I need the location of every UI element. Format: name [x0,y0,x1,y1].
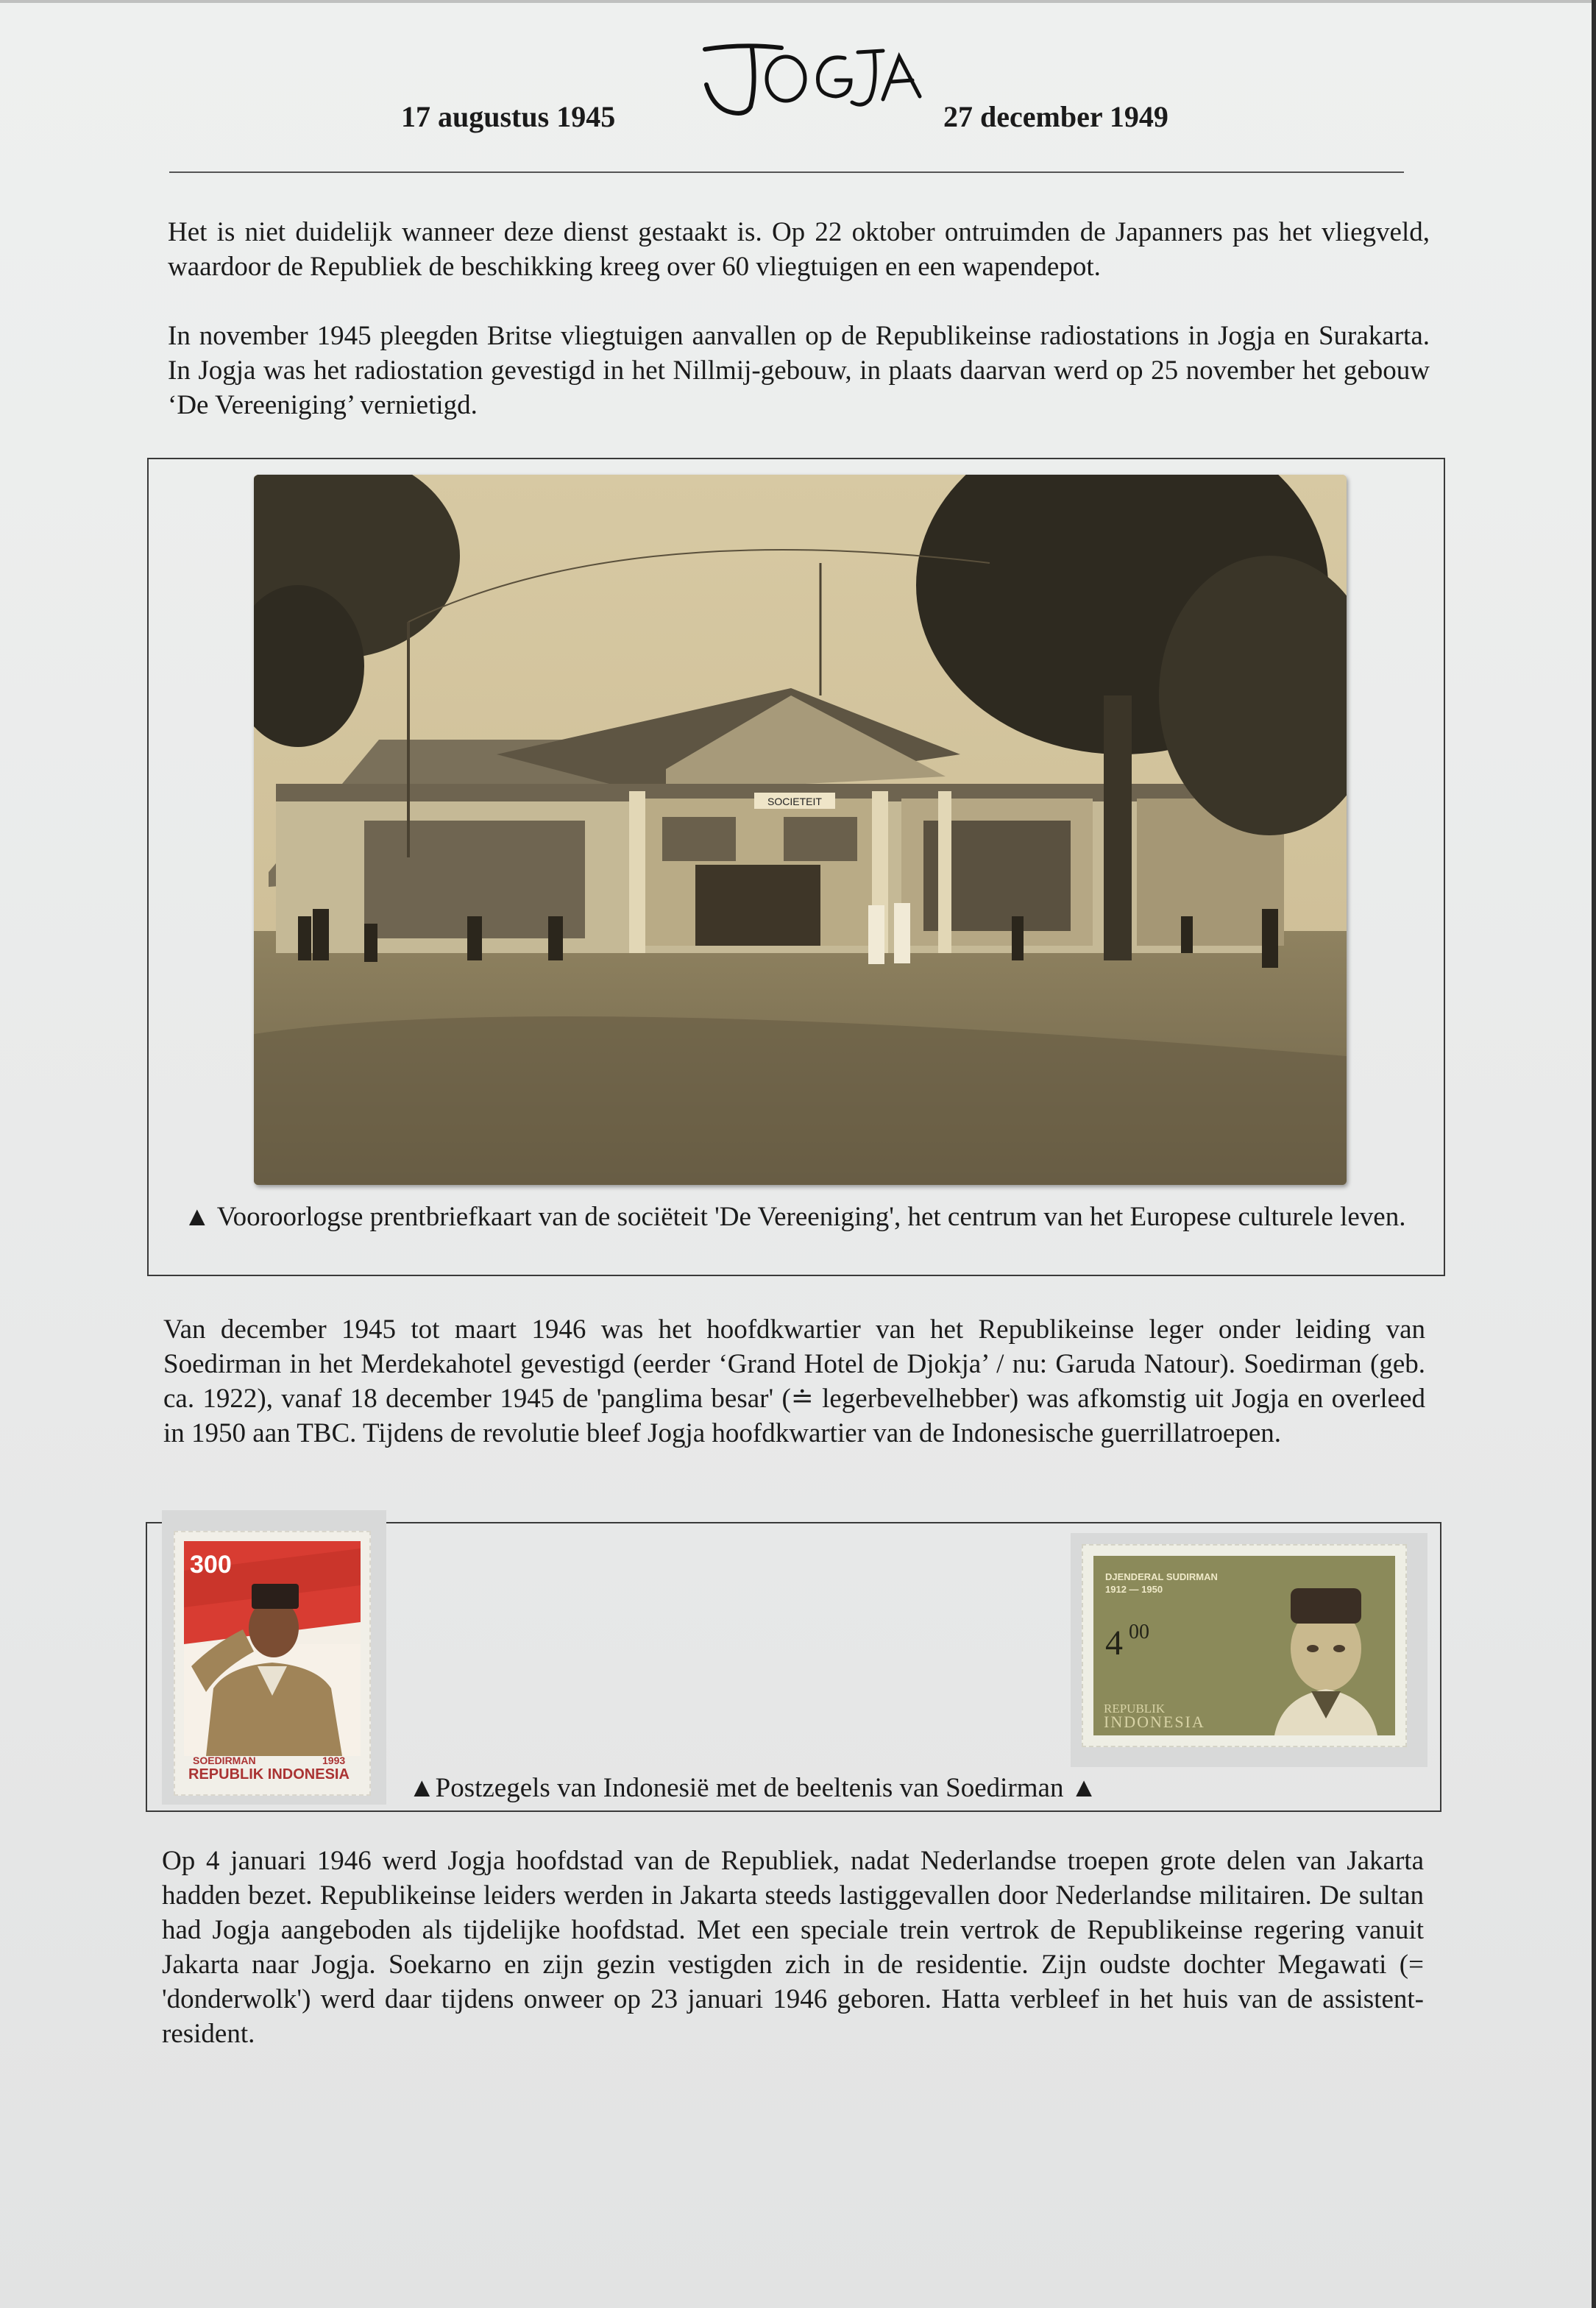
stamp1-name: SOEDIRMAN [193,1755,256,1766]
postcard-sign: SOCIETEIT [767,796,822,807]
stamp1-country: REPUBLIK INDONESIA [188,1766,350,1783]
page-edge-top [0,0,1596,3]
sudirman-portrait [1267,1568,1385,1735]
postcard-caption: ▲ Vooroorlogse prentbriefkaart van de sociëteit 'De Vereeniging', het centrum van het Europese culturele leven. [183,1202,1406,1232]
page-edge-right [1592,0,1596,2308]
stamp2-value: 4 [1105,1624,1123,1663]
stamp2-years: 1912 — 1950 [1105,1584,1163,1595]
stamp2-republik: REPUBLIK [1104,1702,1166,1716]
paragraph-1: Het is niet duidelijk wanneer deze dienst gestaakt is. Op 22 oktober ontruimden de Japanners pas het vliegveld, waardoor de Republiek de beschikking kreeg over 60 vliegtuigen en een wapendepot. [168,217,1430,282]
societeit-building-illustration [254,475,1347,1185]
header-date-right: 27 december 1949 [943,100,1168,133]
stamp1-value: 300 [190,1551,232,1579]
stamps-caption: ▲Postzegels van Indonesië met de beeltenis van Soedirman ▲ [408,1773,1098,1803]
header-divider [169,171,1404,173]
postcard-photo [254,475,1347,1185]
stamp-soedirman-300 [174,1531,371,1796]
header-date-left: 17 augustus 1945 [401,100,616,133]
jogja-logo [699,40,927,121]
stamp2-country: INDONESIA [1104,1713,1205,1731]
paragraph-4: Op 4 januari 1946 werd Jogja hoofdstad van de Republiek, nadat Nederlandse troepen grote delen van Jakarta hadden bezet. Republikeinse leiders werden in Jakarta steeds lastiggevallen door Nederlandse militairen. De sultan had Jogja aangeboden als tijdelijke hoofdstad. Met een speciale trein vertrok de Republikeinse regering vanuit Jakarta naar Jogja. Soekarno en zijn gezin vestigden zich in de residentie. Zijn oudste dochter Megawati (= 'donderwolk') werd daar tijdens onweer op 23 januari 1946 geboren. Hatta verbleef in het huis van de assistent-resident. [162,1846,1424,2049]
stamp2-cents: 00 [1129,1621,1149,1643]
stamp-djenderal-sudirman-4 [1082,1544,1407,1747]
paragraph-2: In november 1945 pleegden Britse vliegtuigen aanvallen op de Republikeinse radiostations in Jogja en Surakarta. In Jogja was het radiostation gevestigd in het Nillmij-gebouw, in plaats daarvan werd op 25 november het gebouw ‘De Vereeniging’ vernietigd. [168,321,1430,420]
paragraph-3: Van december 1945 tot maart 1946 was het hoofdkwartier van het Republikeinse leger onder leiding van Soedirman in het Merdekahotel gevestigd (eerder ‘Grand Hotel de Djokja’ / nu: Garuda Natour). Soedirman (geb. ca. 1922), vanaf 18 december 1945 de 'panglima besar' (≐ legerbevelhebber) was afkomstig uit Jogja en overleed in 1950 aan TBC. Tijdens de revolutie bleef Jogja hoofdkwartier van de Indonesische guerrillatroepen. [163,1314,1425,1448]
stamp2-title: DJENDERAL SUDIRMAN [1105,1571,1218,1582]
stamp1-year: 1993 [322,1755,346,1766]
